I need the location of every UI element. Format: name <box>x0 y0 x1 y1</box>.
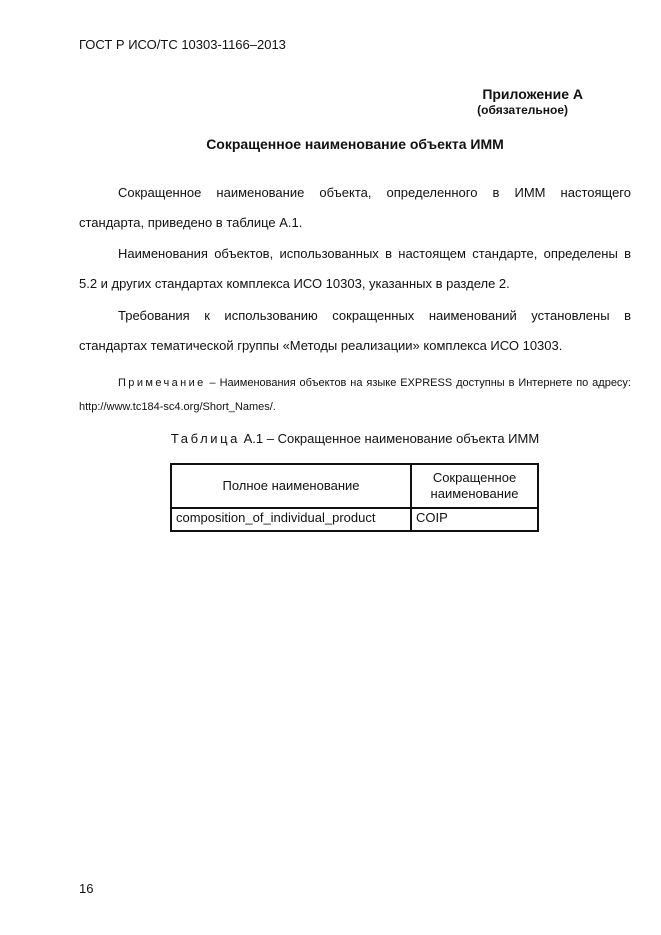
table-caption <box>79 431 631 446</box>
note <box>79 371 631 419</box>
note-label: Примечание <box>118 377 206 389</box>
table-header-row <box>171 464 538 508</box>
section-title: Сокращенное наименование объекта ИММ <box>206 136 504 152</box>
cell-short-name: COIP <box>411 508 538 531</box>
appendix-subtitle: (обязательное) <box>477 103 568 117</box>
paragraph-3: Требования к использованию сокращенных наименований установлены в стандартах тематической группы «Методы реализации» комплекса ИСО 10303. <box>79 308 631 353</box>
page-number: 16 <box>79 881 94 896</box>
paragraph-1: Сокращенное наименование объекта, определенного в ИММ настоящего стандарта, приведено в таблице А.1. <box>79 185 631 230</box>
header-full-name: Полное наименование <box>171 464 411 508</box>
document-header: ГОСТ Р ИСО/ТС 10303-1166–2013 <box>79 37 286 52</box>
table-caption-text: А.1 – Сокращенное наименование объекта ИММ <box>240 431 540 446</box>
abbreviation-table <box>170 463 539 532</box>
appendix-title: Приложение А <box>482 86 583 102</box>
header-short-name: Сокращенное наименование <box>411 464 538 508</box>
paragraph-2: Наименования объектов, использованных в настоящем стандарте, определены в 5.2 и других стандартах комплекса ИСО 10303, указанных в разделе 2. <box>79 246 631 291</box>
table-caption-label: Таблица <box>170 431 240 446</box>
note-text: – Наименования объектов на языке EXPRESS доступны в Интернете по адресу: http://www.tc184-sc4.org/Short_Names/. <box>79 377 631 413</box>
table-row <box>171 508 538 531</box>
cell-full-name: composition_of_individual_product <box>171 508 411 531</box>
